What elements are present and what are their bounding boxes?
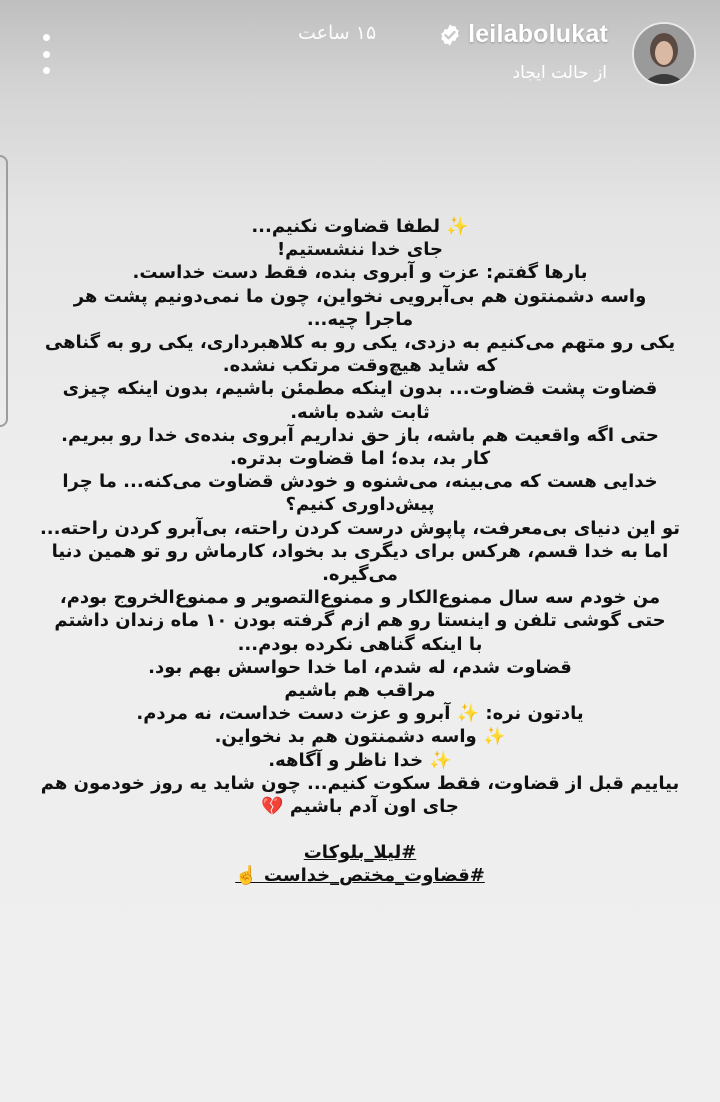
text-line: پیش‌داوری کنیم؟	[285, 494, 435, 516]
text-line: یکی رو متهم می‌کنیم به دزدی، یکی رو به کلاهبرداری، یکی رو به گناهی	[44, 332, 676, 354]
text-line: بیاییم قبل از قضاوت، فقط سکوت کنیم... چون شاید یه روز خودمون هم	[40, 772, 680, 794]
text-line: ✨ واسه دشمنتون هم بد نخواین.	[214, 726, 506, 748]
text-line: که شاید هیچ‌وقت مرتکب نشده.	[222, 355, 498, 377]
avatar-image	[634, 24, 694, 84]
username-row[interactable]	[438, 20, 608, 49]
text-line: یادتون نره: ✨ آبرو و عزت دست خداست، نه مردم.	[136, 703, 584, 725]
more-vertical-icon[interactable]	[38, 34, 54, 74]
text-line: واسه دشمنتون هم بی‌آبرویی نخواین، چون ما نمی‌دونیم پشت هر	[73, 285, 647, 307]
story-text	[22, 215, 698, 888]
hashtag-link[interactable]: #لیلا_بلوکات	[303, 842, 417, 864]
text-line: ثابت شده باشه.	[290, 401, 430, 423]
text-line: جای اون آدم باشیم 💔	[261, 796, 459, 818]
text-line: خدایی هست که می‌بینه، می‌شنوه و خودش قضاوت می‌کنه... ما چرا	[62, 471, 658, 493]
text-line: با اینکه گناهی نکرده بودم...	[237, 633, 483, 655]
text-line: می‌گیره.	[322, 564, 398, 586]
text-line: مراقب هم باشیم	[284, 680, 436, 702]
verified-badge-icon	[438, 23, 462, 47]
text-line: ✨ لطفا قضاوت نکنیم...	[251, 216, 469, 237]
text-line: قضاوت پشت قضاوت... بدون اینکه مطمئن باشیم، بدون اینکه چیزی	[62, 378, 658, 400]
text-line: تو این دنیای بی‌معرفت، پاپوش درست کردن راحته، بی‌آبرو کردن راحته...	[39, 517, 681, 539]
text-line: اما به خدا قسم، هرکس برای دیگری بد بخواد، کارماش رو تو همین دنیا	[51, 540, 669, 562]
text-line: جای خدا ننشستیم!	[276, 239, 444, 261]
avatar[interactable]	[632, 22, 696, 86]
story-header	[0, 0, 720, 110]
text-line: حتی اگه واقعیت هم باشه، باز حق نداریم آبروی بنده‌ی خدا رو ببریم.	[61, 424, 659, 446]
username-label: leilabolukat	[468, 20, 608, 48]
text-line: ✨ خدا ناظر و آگاهه.	[268, 749, 452, 771]
post-time: ۱۵ ساعت	[298, 22, 377, 44]
text-line: قضاوت شدم، له شدم، اما خدا حواسش بهم بود.	[148, 656, 572, 678]
story-source[interactable]: از حالت ایجاد	[512, 63, 607, 83]
side-handle	[0, 155, 8, 427]
text-line: کار بد، بده؛ اما قضاوت بدتره.	[229, 448, 491, 470]
text-line: بارها گفتم: عزت و آبروی بنده، فقط دست خداست.	[132, 262, 588, 284]
hashtag-link[interactable]: #قضاوت_مختص_خداست ☝️	[235, 865, 485, 887]
spacer	[22, 818, 698, 841]
text-line: حتی گوشی تلفن و اینستا رو هم ازم گرفته بودن ۱۰ ماه زندان داشتم	[54, 610, 666, 632]
text-line: ماجرا چیه...	[306, 308, 414, 330]
text-line: من خودم سه سال ممنوع‌الکار و ممنوع‌التصویر و ممنوع‌الخروج بودم،	[59, 587, 661, 609]
